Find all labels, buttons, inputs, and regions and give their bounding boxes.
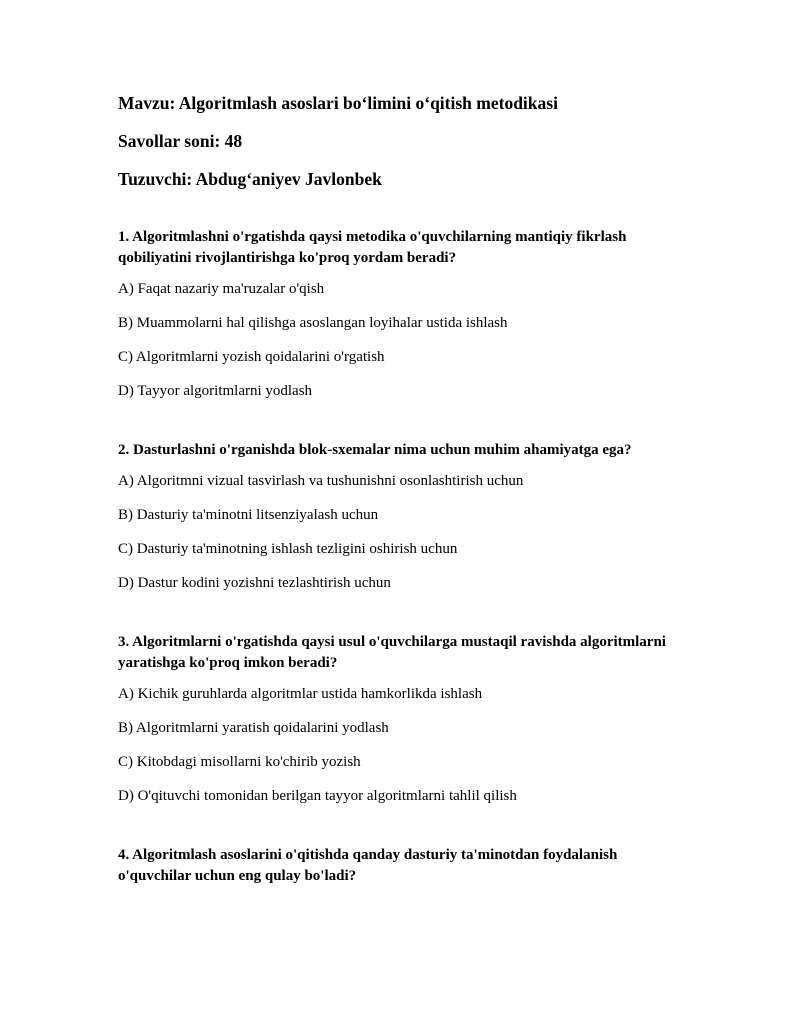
option-b: B) Muammolarni hal qilishga asoslangan loyihalar ustida ishlash xyxy=(118,315,508,331)
question-2 xyxy=(118,440,678,594)
question-count: Savollar soni: 48 xyxy=(118,131,243,151)
topic-title: Mavzu: Algoritmlash asoslari bo‘limini o‘qitish metodikasi xyxy=(118,93,558,113)
question-text: 4. Algoritmlash asoslarini o'qitishda qanday dasturiy ta'minotdan foydalanish o'quvchilar uchun eng qulay bo'ladi? xyxy=(118,847,618,884)
option-d: D) Dastur kodini yozishni tezlashtirish uchun xyxy=(118,575,391,591)
question-text: 1. Algoritmlashni o'rgatishda qaysi metodika o'quvchilarning mantiqiy fikrlash qobiliyatini rivojlantirishga ko'proq yordam beradi? xyxy=(118,229,627,266)
question-text: 2. Dasturlashni o'rganishda blok-sxemalar nima uchun muhim ahamiyatga ega? xyxy=(118,442,632,458)
question-1 xyxy=(118,227,678,402)
question-text: 3. Algoritmlarni o'rgatishda qaysi usul o'quvchilarga mustaqil ravishda algoritmlarni yaratishga ko'proq imkon beradi? xyxy=(118,634,666,671)
option-d: D) Tayyor algoritmlarni yodlash xyxy=(118,383,313,399)
option-c: C) Kitobdagi misollarni ko'chirib yozish xyxy=(118,754,361,770)
document-page xyxy=(118,92,678,897)
option-b: B) Algoritmlarni yaratish qoidalarini yodlash xyxy=(118,720,389,736)
question-4 xyxy=(118,845,678,887)
option-c: C) Algoritmlarni yozish qoidalarini o'rgatish xyxy=(118,349,385,365)
question-3 xyxy=(118,632,678,807)
option-a: A) Algoritmni vizual tasvirlash va tushunishni osonlashtirish uchun xyxy=(118,473,524,489)
option-a: A) Kichik guruhlarda algoritmlar ustida hamkorlikda ishlash xyxy=(118,686,483,702)
author-line: Tuzuvchi: Abdug‘aniyev Javlonbek xyxy=(118,169,382,189)
option-d: D) O'qituvchi tomonidan berilgan tayyor algoritmlarni tahlil qilish xyxy=(118,788,517,804)
option-b: B) Dasturiy ta'minotni litsenziyalash uchun xyxy=(118,507,379,523)
question-list xyxy=(118,227,678,887)
option-c: C) Dasturiy ta'minotning ishlash tezligini oshirish uchun xyxy=(118,541,458,557)
option-a: A) Faqat nazariy ma'ruzalar o'qish xyxy=(118,281,325,297)
